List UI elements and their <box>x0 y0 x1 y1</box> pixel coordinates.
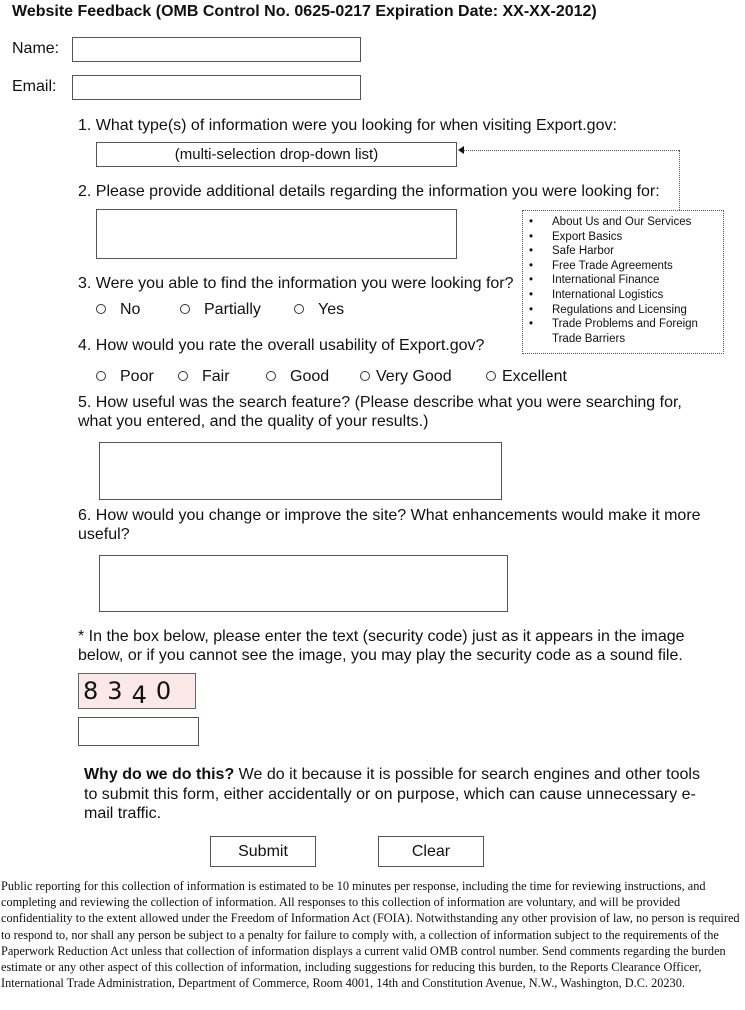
captcha-input[interactable] <box>78 717 199 746</box>
additional-details-textarea[interactable] <box>96 209 457 259</box>
radio-button[interactable] <box>178 371 188 381</box>
site-improvements-textarea[interactable] <box>99 555 508 612</box>
captcha-instructions: * In the box below, please enter the text (security code) just as it appears in the image below, or if you cannot see the image, you may play the security code as a sound file. <box>78 628 685 664</box>
dropdown-option[interactable]: • About Us and Our Services <box>529 216 692 228</box>
clear-button[interactable]: Clear <box>378 836 484 867</box>
page-title: Website Feedback (OMB Control No. 0625-0217 Expiration Date: XX-XX-2012) <box>12 3 597 20</box>
radio-button[interactable] <box>294 304 304 314</box>
captcha-image: 8 3 4 0 <box>78 673 196 709</box>
why-heading: Why do we do this? <box>84 766 235 783</box>
bullet-icon: • <box>529 245 534 258</box>
dropdown-option[interactable]: • Free Trade Agreements <box>529 259 673 272</box>
name-input[interactable] <box>72 37 361 62</box>
dropdown-option[interactable]: • Safe Harbor <box>529 245 615 258</box>
question-4-text: 4. How would you rate the overall usability of Export.gov? <box>78 337 485 354</box>
bullet-icon: • <box>529 274 534 287</box>
bullet-icon: • <box>529 318 534 331</box>
dropdown-option[interactable]: • International Logistics <box>529 288 664 301</box>
radio-option-fair[interactable]: Fair <box>178 368 230 386</box>
bullet-icon: • <box>529 216 534 228</box>
dropdown-option-continuation: Trade Barriers <box>552 332 626 345</box>
connector-line <box>464 150 679 151</box>
radio-button[interactable] <box>266 371 276 381</box>
question-2-text: 2. Please provide additional details regarding the information you were looking for: <box>78 183 660 200</box>
question-1-text: 1. What type(s) of information were you looking for when visiting Export.gov: <box>78 117 617 134</box>
dropdown-option[interactable]: • Regulations and Licensing <box>529 303 687 316</box>
radio-button[interactable] <box>360 371 370 381</box>
bullet-icon: • <box>529 288 534 301</box>
bullet-icon: • <box>529 259 534 272</box>
radio-button[interactable] <box>486 371 496 381</box>
dropdown-option[interactable]: • Export Basics <box>529 230 623 243</box>
email-input[interactable] <box>72 75 361 100</box>
dropdown-option[interactable]: • International Finance <box>529 274 660 287</box>
dropdown-label: (multi-selection drop-down list) <box>174 146 379 163</box>
submit-button[interactable]: Submit <box>210 836 316 867</box>
dropdown-option[interactable]: • Trade Problems and Foreign <box>529 318 698 331</box>
radio-button[interactable] <box>96 371 106 381</box>
bullet-icon: • <box>529 303 534 316</box>
radio-button[interactable] <box>180 304 190 314</box>
why-text: We do it because it is possible for search engines and other tools to submit this form, either accidentally or on purpose, which can cause unnecessary e-mail traffic. <box>84 766 700 822</box>
radio-option-very-good[interactable]: Very Good <box>360 368 452 386</box>
name-label: Name: <box>12 40 60 57</box>
radio-option-excellent[interactable]: Excellent <box>486 368 567 386</box>
question-6-text: 6. How would you change or improve the site? What enhancements would make it more useful? <box>78 507 701 543</box>
radio-option-good[interactable]: Good <box>266 368 329 386</box>
bullet-icon: • <box>529 230 534 243</box>
radio-option-yes[interactable]: Yes <box>294 301 344 319</box>
question-5-text: 5. How useful was the search feature? (Please describe what you were searching for, what you entered, and the quality of your results.) <box>78 394 682 430</box>
question-3-text: 3. Were you able to find the information you were looking for? <box>78 275 514 292</box>
paperwork-burden-statement: Public reporting for this collection of information is estimated to be 10 minutes per response, including the time for reviewing instructions, and completing and reviewing the collection of information. All responses to this collection of information are voluntary, and will be provided confidentiality to the extent allowed under the Freedom of Information Act (FOIA). Notwithstanding any other provision of law, no person is required to respond to, nor shall any person be subject to a penalty for failure to comply with, a collection of information subject to the requirements of the Paperwork Reduction Act unless that collection of information displays a current valid OMB control number. Send comments regarding the burden estimate or any other aspect of this collection of information, including suggestions for reducing this burden, to the Reports Clearance Officer, International Trade Administration, Department of Commerce, Room 4001, 14th and Constitution Avenue, N.W., Washington, D.C. 20230. <box>1 879 740 991</box>
radio-option-partially[interactable]: Partially <box>180 301 261 319</box>
why-explanation <box>84 765 714 824</box>
radio-option-no[interactable]: No <box>96 301 140 319</box>
radio-button[interactable] <box>96 304 106 314</box>
radio-option-poor[interactable]: Poor <box>96 368 154 386</box>
dropdown-options-list <box>522 210 724 354</box>
search-feature-textarea[interactable] <box>99 442 502 500</box>
email-label: Email: <box>12 78 57 95</box>
information-type-dropdown[interactable] <box>96 142 457 167</box>
connector-line <box>679 150 680 210</box>
